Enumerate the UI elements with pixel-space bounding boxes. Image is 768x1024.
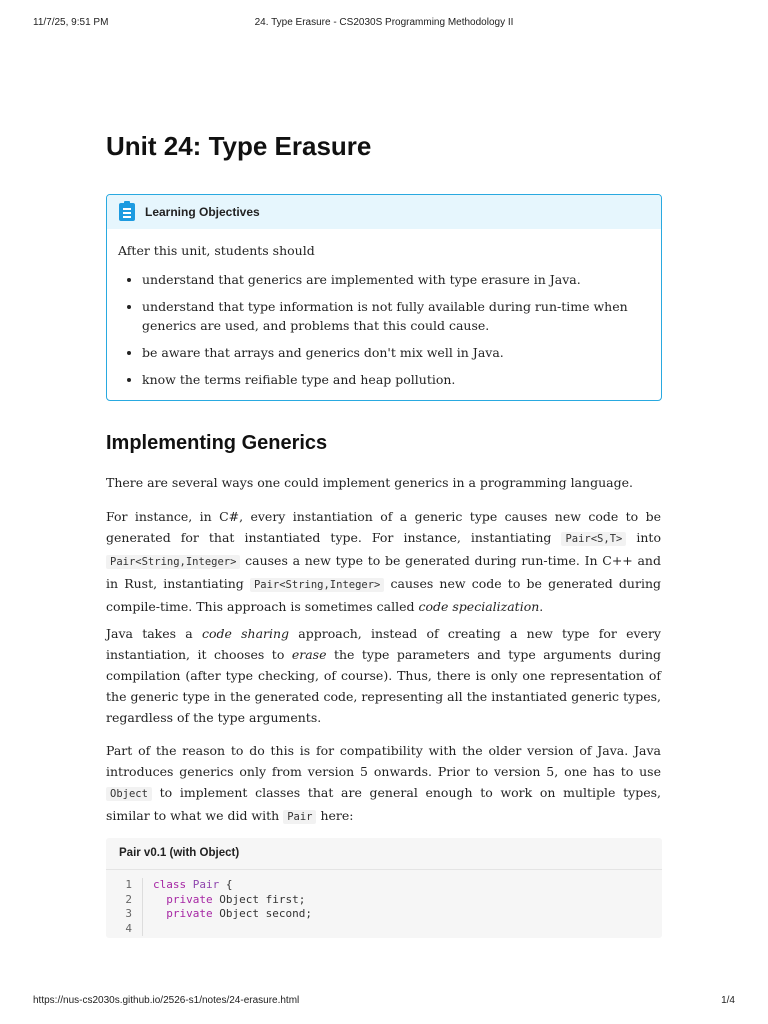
admonition-title: Learning Objectives xyxy=(145,205,260,219)
objective-item: • know the terms reifiable type and heap pollution. xyxy=(142,370,649,389)
paragraph xyxy=(106,623,661,728)
code-line xyxy=(106,878,662,893)
code-line xyxy=(106,893,662,908)
line-number: 1 xyxy=(106,878,143,893)
code-line xyxy=(106,922,662,937)
text-run: the type parameters and type arguments during compilation (after type checking, of course). Thus, there is only one representation of the generic type in the generated code, representing all the instantiated generic types, regardless of the type arguments. xyxy=(106,647,662,725)
admonition-body xyxy=(107,229,661,389)
code-keyword: private xyxy=(166,907,213,920)
print-header xyxy=(0,17,768,31)
emphasis: erase xyxy=(291,647,327,662)
section-heading: Implementing Generics xyxy=(106,432,328,454)
text-run: causes new code to be generated during compile-time. This approach is sometimes called xyxy=(106,576,661,614)
clipboard-list-icon xyxy=(119,203,135,221)
objective-item: • understand that generics are implemented with type erasure in Java. xyxy=(142,270,649,289)
inline-code: Pair<String,Integer> xyxy=(106,555,240,569)
print-page-title: 24. Type Erasure - CS2030S Programming Methodology II xyxy=(254,17,514,28)
inline-code: Pair xyxy=(283,810,316,824)
code-text: Object second; xyxy=(212,907,312,920)
code-type: Pair xyxy=(192,878,220,891)
line-number: 2 xyxy=(106,893,143,908)
text-run: causes a new type to be generated during run-time. In C++ and in Rust, instantiating xyxy=(106,553,661,591)
print-datetime: 11/7/25, 9:51 PM xyxy=(33,17,109,28)
print-footer xyxy=(0,995,768,1009)
text-run: here: xyxy=(316,808,354,823)
code-block-title: Pair v0.1 (with Object) xyxy=(106,838,662,870)
print-page-number: 1/4 xyxy=(721,995,735,1006)
print-url: https://nus-cs2030s.github.io/2526-s1/notes/24-erasure.html xyxy=(33,995,300,1006)
objectives-list xyxy=(118,270,649,389)
page-title: Unit 24: Type Erasure xyxy=(106,131,372,161)
objectives-intro: After this unit, students should xyxy=(118,243,315,258)
paragraph xyxy=(106,506,661,617)
emphasis: code sharing xyxy=(201,626,290,641)
code-keyword: private xyxy=(166,892,213,906)
text-run: For instance, in C#, every instantiation of a generic type causes new code to be generated for that instantiated type. For instance, instantiating xyxy=(106,509,661,545)
text-run: Part of the reason to do this is for compatibility with the older version of Java. Java introduces generics only from version 5 onwards. Prior to version 5, one has to use xyxy=(106,743,661,779)
line-number: 3 xyxy=(106,907,143,922)
code-text: { xyxy=(219,878,233,891)
line-number: 4 xyxy=(106,922,143,937)
paragraph: There are several ways one could implement generics in a programming language. xyxy=(106,475,633,490)
inline-code: Pair<S,T> xyxy=(561,532,626,546)
code-text: Object first; xyxy=(212,892,306,906)
objective-item: • be aware that arrays and generics don't mix well in Java. xyxy=(142,343,649,362)
text-run: into xyxy=(626,530,661,545)
objective-item: • understand that type information is not fully available during run-time when generics are used, and problems that this could cause. xyxy=(142,297,649,335)
text-run: approach, instead of creating a new type for every instantiation, it chooses to xyxy=(106,626,661,662)
learning-objectives-admonition xyxy=(106,194,662,401)
paragraph xyxy=(106,740,661,828)
inline-code: Object xyxy=(106,787,152,801)
code-line xyxy=(106,907,662,922)
text-run: . xyxy=(539,599,544,614)
code-keyword: class xyxy=(153,878,187,891)
admonition-header xyxy=(107,195,661,229)
inline-code: Pair<String,Integer> xyxy=(250,578,384,592)
text-run: to implement classes that are general enough to work on multiple types, similar to what we did with xyxy=(106,785,661,823)
text-run: Java takes a xyxy=(106,626,202,641)
code-block xyxy=(106,838,662,938)
emphasis: code specialization xyxy=(418,599,540,614)
code-body xyxy=(106,870,662,936)
